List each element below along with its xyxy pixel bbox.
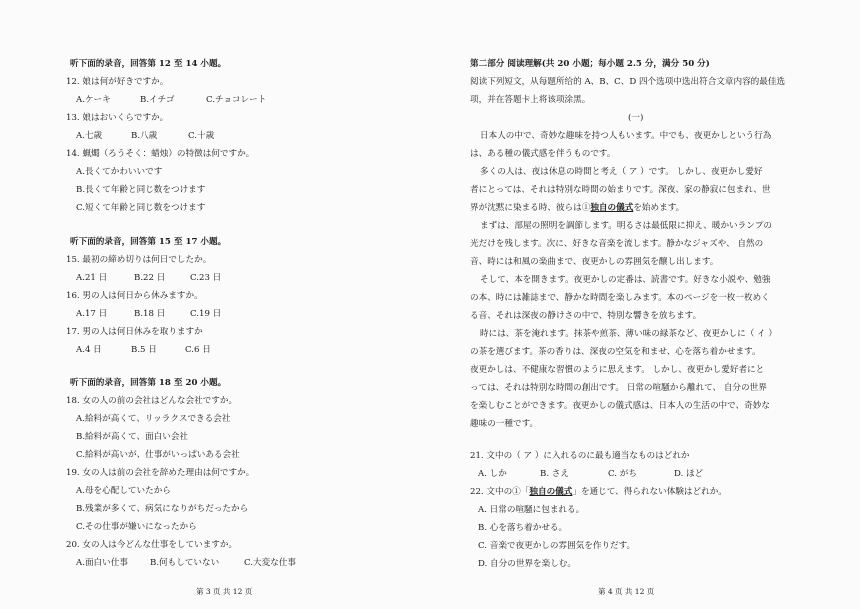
q17-option-a: A.4 日: [76, 345, 102, 355]
q15-option-c: C.23 日: [190, 273, 222, 283]
part-heading: 第二部分 阅读理解(共 20 小题；每小题 2.5 分，满分 50 分): [470, 59, 710, 69]
q12-option-c: C.チョコレート: [206, 95, 267, 105]
question-16: 16. 男の人は何日から休みますか。: [66, 291, 203, 301]
q13-option-a: A.七歳: [76, 131, 103, 141]
passage-line: は、ある種の儀式感を伴うものです。: [470, 149, 616, 159]
passage-line: 者にとっては、それは特別な時間の始まりです。深夜、家の静寂に包まれ、世: [470, 185, 771, 195]
passage-line: る音、それは深夜の静けさの中で、特別な響きを放ちます。: [470, 311, 702, 321]
passage-line: の本、時には雑誌まで、静かな時間を楽しみます。本のページを一枚一枚めく: [470, 293, 770, 303]
question-19: 19. 女の人は前の会社を辞めた理由は何ですか。: [66, 468, 255, 478]
q18-option-b: B.給料が高くて、面白い会社: [76, 432, 189, 442]
q22-option-c: C. 音楽で夜更かしの雰囲気を作りだす。: [478, 541, 636, 551]
passage-line: そして、本を開きます。夜更かしの定番は、読書です。好きな小説や、勉強: [480, 275, 771, 285]
question-20: 20. 女の人は今どんな仕事をしていますか。: [66, 540, 238, 550]
question-15: 15. 最初の締め切りは何日でしたか。: [66, 255, 212, 265]
q13-option-c: C.十歳: [188, 131, 215, 141]
q13-option-b: B.八歳: [131, 131, 158, 141]
passage-line: 時には、茶を淹れます。抹茶や煎茶、薄い味の緑茶など、夜更かしに（ イ ）: [480, 329, 777, 339]
q12-option-b: B.イチゴ: [140, 95, 175, 105]
q16-option-c: C.19 日: [190, 309, 222, 319]
question-12: 12. 娘は何が好きですか。: [66, 77, 169, 87]
passage-number: (一): [628, 113, 644, 123]
section-heading: 听下面的录音，回答第 15 至 17 小题。: [70, 237, 227, 247]
q17-option-c: C.6 日: [185, 345, 211, 355]
passage-line: 光だけを残します。次に、好きな音楽を流します。静かなジャズや、 自然の: [470, 239, 764, 249]
question-14: 14. 蝋燭（ろうそく：蜡烛）の特徴は何ですか。: [66, 149, 255, 159]
q15-option-a: A.21 日: [76, 273, 108, 283]
passage-line: 音、時には和風の楽曲まで、夜更かしの雰囲気を醸し出します。: [470, 257, 719, 267]
q14-option-b: B.長くて年齢と同じ数をつけます: [76, 185, 206, 195]
q20-option-b: B.何もしていない: [150, 558, 220, 568]
passage-line-with-ritual: [470, 202, 684, 214]
instructions-line: 项，并在答题卡上将该项涂黑。: [470, 95, 591, 105]
q22-option-a: A. 日常の喧騒に包まれる。: [478, 505, 585, 515]
passage-line: を楽しむことができます。夜更かしの儀式感は、日本人の生活の中で、奇妙な: [470, 401, 770, 411]
q22-option-d: D. 自分の世界を楽しむ。: [478, 559, 576, 569]
question-17: 17. 男の人は何日休みを取りますか: [66, 327, 203, 337]
passage-line: 多くの人は、夜は休息の時間と考え（ ア ）です。 しかし、夜更かし愛好: [480, 167, 763, 177]
page-footer: 第 4 页 共 12 页: [598, 587, 655, 596]
q22-option-b: B. 心を落ち着かせる。: [478, 523, 568, 533]
question-13: 13. 娘はおいくらですか。: [66, 113, 169, 123]
q21-option-c: C. がち: [608, 469, 637, 479]
q21-option-b: B. さえ: [540, 469, 569, 479]
question-text: 」を通じて、得られない体験はどれか。: [572, 487, 727, 497]
passage-line: 日本人の中で、奇妙な趣味を持つ人もいます。中でも、夜更かしという行為: [480, 131, 772, 141]
ritual-underlined-term: 独自の儀式: [590, 203, 634, 213]
question-21: 21. 文中の（ ア ）に入れるのに最も適当なものはどれか: [470, 451, 690, 461]
q20-option-c: C.大変な仕事: [244, 558, 296, 568]
passage-line: 趣味の一種です。: [470, 419, 539, 429]
q14-option-c: C.短くて年齢と同じ数をつけます: [76, 203, 206, 213]
q15-option-b: B.22 日: [134, 273, 166, 283]
q14-option-a: A.長くてかわいいです: [76, 167, 163, 177]
q19-option-a: A.母を心配していたから: [76, 486, 171, 496]
instructions-line: 阅读下列短文，从每题所给的 A、B、C、D 四个选项中选出符合文章内容的最佳选: [470, 77, 786, 87]
q18-option-a: A.給料が高くて、リッラクスできる会社: [76, 414, 231, 424]
passage-line: まずは、部屋の照明を調節します。明るさは最低限に抑え、暖かいランプの: [480, 221, 773, 231]
q20-option-a: A.面白い仕事: [76, 558, 128, 568]
question-22: [470, 486, 727, 498]
page-footer: 第 3 页 共 12 页: [196, 587, 253, 596]
ritual-underlined-term: 独自の儀式: [529, 487, 573, 497]
q17-option-b: B.5 日: [131, 345, 157, 355]
q21-option-a: A. しか: [478, 469, 507, 479]
q12-option-a: A.ケーキ: [76, 95, 111, 105]
passage-line: っては、それは特別な時間の創出です。 日常の喧騒から離れて、 自分の世界: [470, 383, 767, 393]
section-heading: 听下面的录音，回答第 12 至 14 小题。: [70, 59, 227, 69]
q16-option-b: B.18 日: [134, 309, 166, 319]
passage-text: を始めます。: [633, 203, 685, 213]
section-heading: 听下面的录音，回答第 18 至 20 小题。: [70, 378, 227, 388]
q19-option-b: B.残業が多くて、病気になりがちだったから: [76, 504, 249, 514]
q16-option-a: A.17 日: [76, 309, 108, 319]
q21-option-d: D. ほど: [674, 469, 704, 479]
question-text: 22. 文中の①「: [470, 487, 530, 497]
q18-option-c: C.給料が高いが、仕事がいっぱいある会社: [76, 450, 240, 460]
question-18: 18. 女の人の前の会社はどんな会社ですか。: [66, 396, 238, 406]
q19-option-c: C.その仕事が嫌いになったから: [76, 522, 197, 532]
passage-text: 界が沈黙に染まる時、彼らは①: [470, 203, 591, 213]
passage-line: 夜更かしは、不健康な習慣のように思えます。 しかし、夜更かし愛好者にと: [470, 365, 765, 375]
passage-line: の茶を選びます。茶の香りは、深夜の空気を和ませ、心を落ち着かせます。: [470, 347, 761, 357]
